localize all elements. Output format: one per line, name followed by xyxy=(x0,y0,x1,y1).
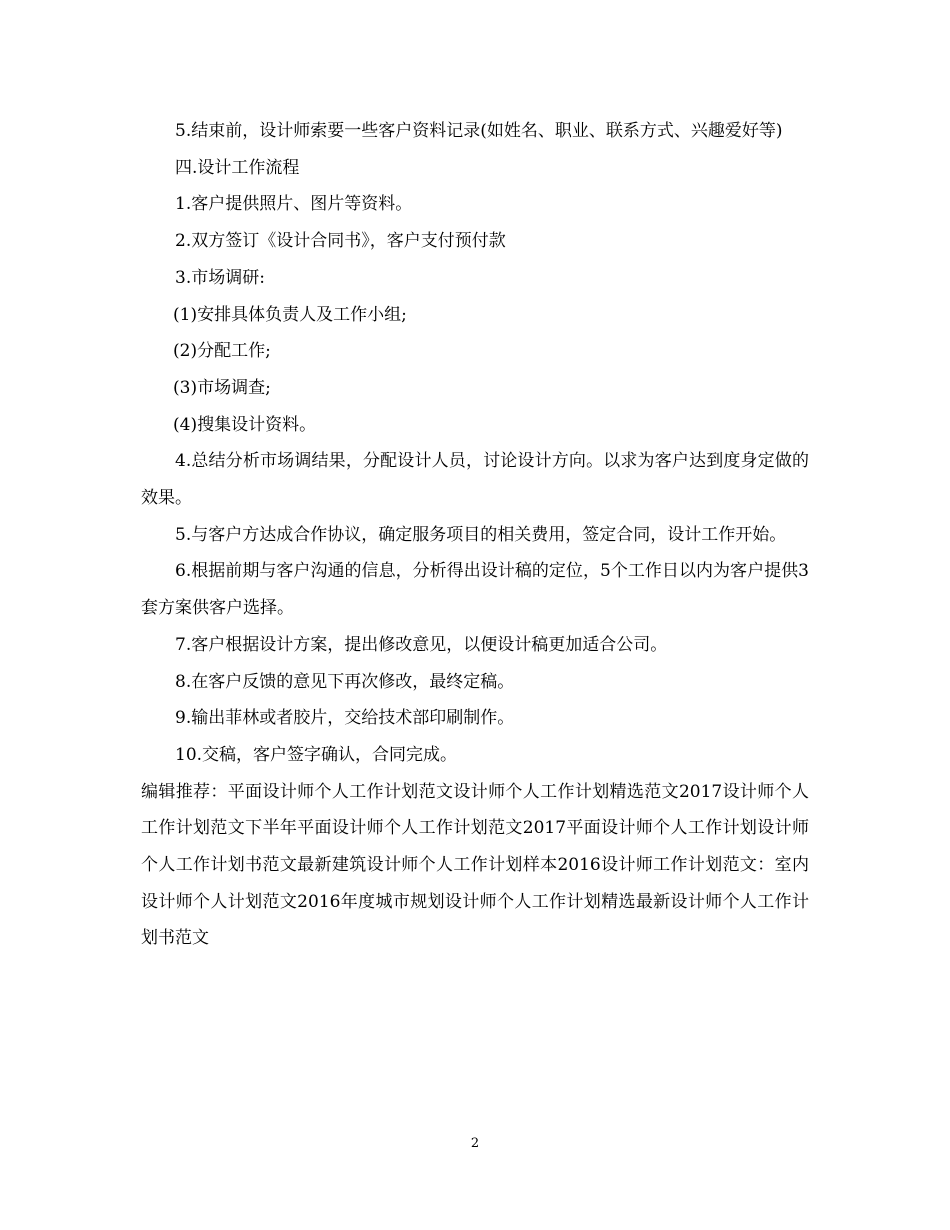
paragraph-substep-4: (4)搜集设计资料。 xyxy=(173,414,317,435)
paragraph-step-5: 5.与客户方达成合作协议，确定服务项目的相关费用，签定合同，设计工作开始。 xyxy=(175,524,787,545)
paragraph-step-2: 2.双方签订《设计合同书》，客户支付预付款 xyxy=(175,231,506,252)
document-body xyxy=(141,113,809,957)
paragraph-step-4: 4.总结分析市场调结果，分配设计人员，讨论设计方向。以求为客户达到度身定做的效果。 xyxy=(141,451,809,509)
paragraph-substep-2: (2)分配工作; xyxy=(173,341,271,362)
paragraph-step-8: 8.在客户反馈的意见下再次修改，最终定稿。 xyxy=(175,671,515,692)
paragraph-substep-1: (1)安排具体负责人及工作小组; xyxy=(173,304,407,325)
paragraph-step-7: 7.客户根据设计方案，提出修改意见，以便设计稿更加适合公司。 xyxy=(175,634,668,655)
paragraph-step-1: 1.客户提供照片、图片等资料。 xyxy=(175,194,413,215)
paragraph-step-10: 10.交稿，客户签字确认，合同完成。 xyxy=(175,744,458,765)
paragraph-step-6: 6.根据前期与客户沟通的信息，分析得出设计稿的定位，5个工作日以内为客户提供3套方案供客户选择。 xyxy=(141,561,809,619)
page-number: 2 xyxy=(470,1136,480,1151)
editor-recommendation: 编辑推荐：平面设计师个人工作计划范文设计师个人工作计划精选范文2017设计师个人工作计划范文下半年平面设计师个人工作计划范文2017平面设计师个人工作计划设计师个人工作计划书范文最新建筑设计师个人工作计划样本2016设计师工作计划范文：室内设计师个人计划范文2016年度城市规划设计师个人工作计划精选最新设计师个人工作计划书范文 xyxy=(141,781,809,949)
paragraph-substep-3: (3)市场调查; xyxy=(173,377,271,398)
paragraph-step-3: 3.市场调研: xyxy=(175,267,265,288)
section-heading-design-workflow: 四.设计工作流程 xyxy=(175,157,300,178)
paragraph-closing-note: 5.结束前，设计师索要一些客户资料记录(如姓名、职业、联系方式、兴趣爱好等) xyxy=(175,121,783,141)
paragraph-step-9: 9.输出菲林或者胶片，交给技术部印刷制作。 xyxy=(175,708,515,729)
